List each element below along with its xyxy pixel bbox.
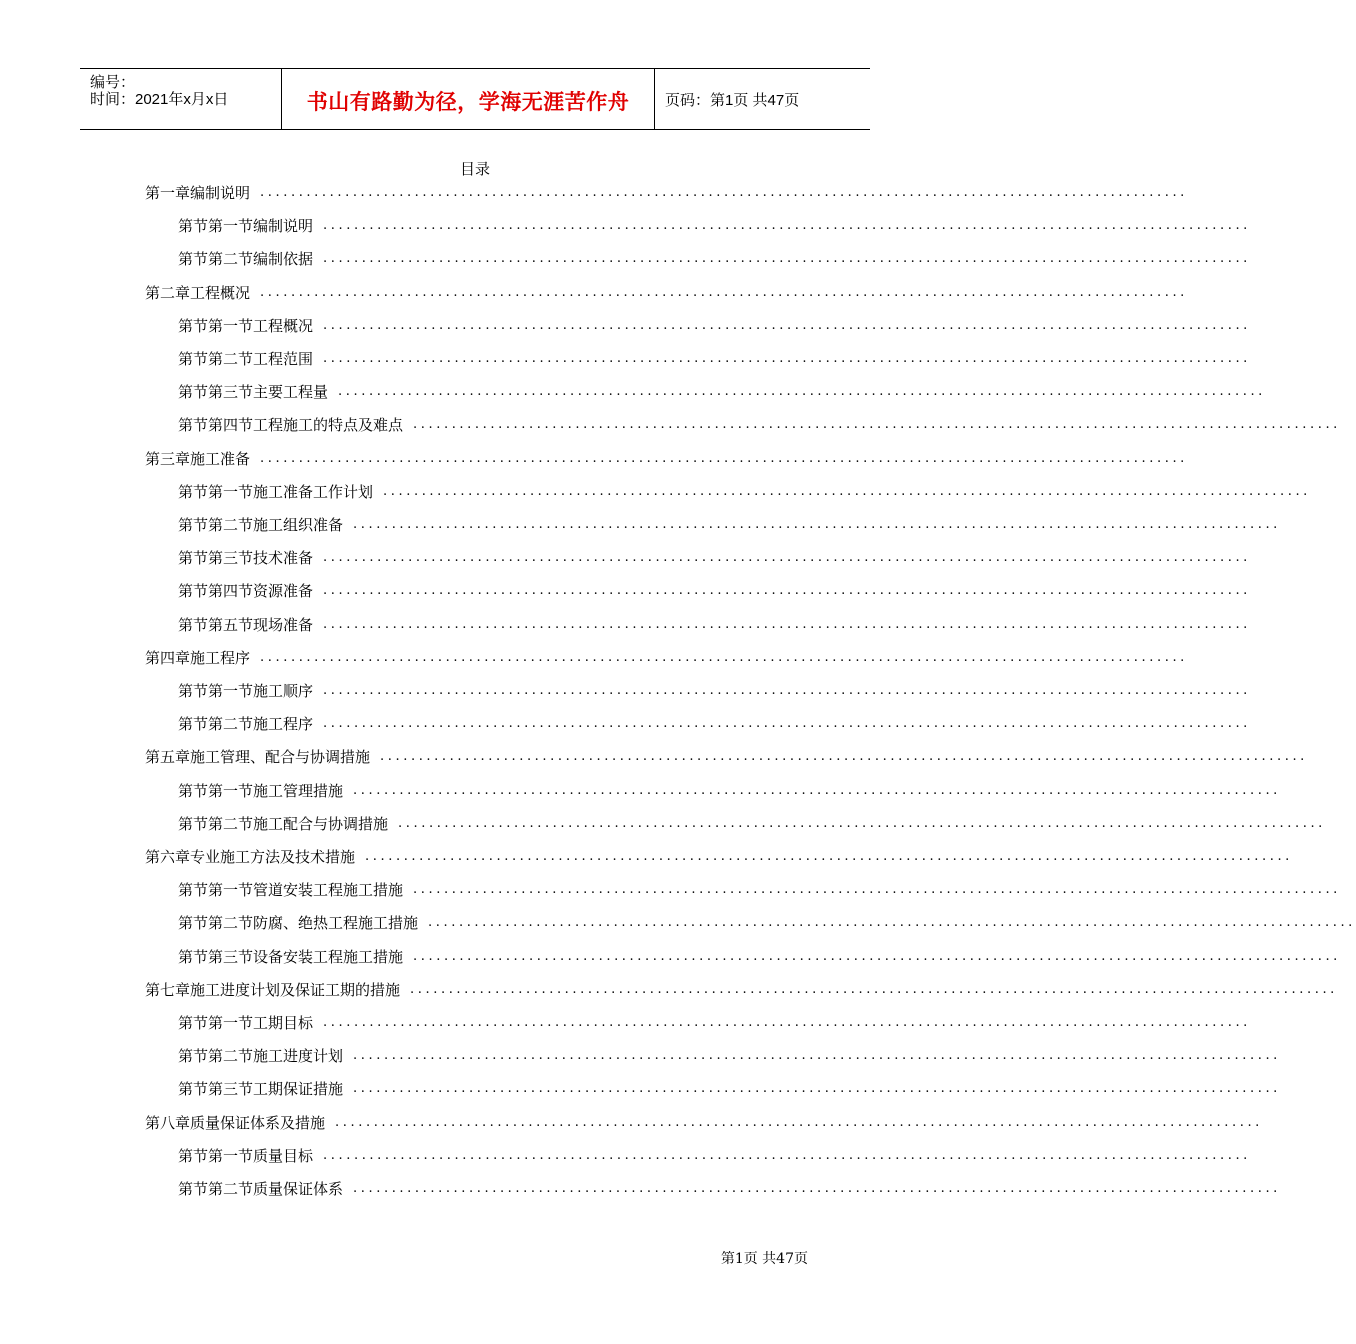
toc-entry-title: 第四节工程施工的特点及难点 (208, 416, 404, 435)
toc-entry-prefix: 第节 (178, 814, 209, 833)
toc-entry-prefix: 第节 (178, 217, 209, 236)
toc-section-entry[interactable] (178, 1139, 1251, 1172)
toc-section-entry[interactable] (178, 674, 1251, 707)
toc-entry-prefix: 第八章 (145, 1113, 191, 1132)
toc-leader-dots: ........................................................................................................................ (323, 616, 1251, 632)
toc-section-entry[interactable] (178, 940, 1341, 973)
toc-leader-dots: ........................................................................................................................ (335, 1114, 1263, 1130)
toc-leader-dots: ........................................................................................................................ (323, 1015, 1251, 1030)
toc-section-entry[interactable] (178, 873, 1341, 906)
toc-entry-title: 第三节设备安装工程施工措施 (208, 947, 404, 966)
toc-entry-prefix: 第五章 (145, 748, 191, 767)
toc-entry-title: 第一节编制说明 (208, 217, 314, 236)
toc-entry-title: 施工程序 (190, 648, 251, 667)
toc-entry-title: 第二节质量保证体系 (208, 1180, 344, 1198)
toc-section-entry[interactable] (178, 242, 1251, 275)
toc-chapter-entry[interactable] (145, 1106, 1263, 1139)
toc-section-entry[interactable] (178, 608, 1251, 641)
header-page-info: 页码：第1页 共47页 (665, 92, 800, 109)
toc-leader-dots: ........................................................................................................................ (428, 915, 1356, 931)
toc-entry-title: 第二节施工配合与协调措施 (208, 814, 389, 833)
toc-entry-title: 第一节管道安装工程施工措施 (208, 881, 404, 900)
toc-leader-dots: ........................................................................................................................ (338, 384, 1266, 400)
toc-section-entry[interactable] (178, 1072, 1281, 1105)
toc-section-entry[interactable] (178, 906, 1356, 939)
toc-section-entry[interactable] (178, 342, 1251, 375)
toc-entry-prefix: 第节 (178, 682, 209, 700)
toc-section-entry[interactable] (178, 309, 1251, 342)
toc-entry-title: 第二节施工组织准备 (208, 516, 344, 534)
toc-entry-title: 专业施工方法及技术措施 (190, 848, 356, 866)
toc-section-entry[interactable] (178, 574, 1251, 607)
toc-entry-prefix: 第二章 (145, 283, 191, 302)
toc-entry-title: 施工进度计划及保证工期的措施 (190, 980, 401, 999)
toc-entry-title: 第三节工期保证措施 (208, 1080, 344, 1099)
page-header (80, 68, 870, 130)
page-footer: 第1页 共47页 (720, 1251, 808, 1267)
toc-entry-title: 施工管理、配合与协调措施 (190, 748, 371, 767)
toc-section-entry[interactable] (178, 774, 1281, 807)
toc-section-entry[interactable] (178, 209, 1251, 242)
toc-section-entry[interactable] (178, 707, 1251, 740)
toc-chapter-entry[interactable] (145, 442, 1188, 475)
toc-leader-dots: ........................................................................................................................ (413, 417, 1341, 433)
toc-entry-title: 编制说明 (190, 184, 251, 202)
toc-entry-prefix: 第节 (178, 482, 209, 501)
toc-leader-dots: ........................................................................................................................ (323, 218, 1251, 234)
toc-entry-prefix: 第节 (178, 947, 209, 966)
toc-entry-prefix: 第节 (178, 781, 209, 800)
toc-section-entry[interactable] (178, 408, 1341, 441)
toc-leader-dots: ........................................................................................................................ (365, 849, 1293, 864)
toc-section-entry[interactable] (178, 1006, 1251, 1039)
toc-entry-title: 第一节质量目标 (208, 1146, 314, 1165)
toc-section-entry[interactable] (178, 807, 1326, 840)
toc-entry-prefix: 第一章 (145, 184, 191, 202)
toc-entry-title: 第三节技术准备 (208, 549, 314, 568)
toc-entry-title: 第四节资源准备 (208, 582, 314, 601)
toc-entry-title: 第一节施工顺序 (208, 682, 314, 700)
header-motto-cell (282, 69, 655, 129)
toc-leader-dots: ........................................................................................................................ (380, 749, 1308, 765)
toc-section-entry[interactable] (178, 375, 1266, 408)
toc-entry-prefix: 第节 (178, 549, 209, 568)
toc-entry-prefix: 第节 (178, 1180, 209, 1198)
toc-leader-dots: ........................................................................................................................ (398, 815, 1326, 831)
toc-entry-title: 第二节施工进度计划 (208, 1047, 344, 1066)
document-time-label: 时间：2021年x月x日 (90, 91, 229, 108)
toc-leader-dots: ........................................................................................................................ (260, 649, 1188, 665)
toc-leader-dots: ........................................................................................................................ (353, 1048, 1281, 1064)
toc-leader-dots: ........................................................................................................................ (323, 317, 1251, 333)
toc-entry-prefix: 第节 (178, 1047, 209, 1066)
toc-title: 目录 (459, 160, 490, 178)
toc-entry-prefix: 第六章 (145, 848, 191, 866)
header-page-cell (655, 69, 870, 129)
toc-section-entry[interactable] (178, 475, 1311, 508)
toc-entry-title: 第一节工程概况 (208, 316, 314, 335)
toc-entry-title: 第五节现场准备 (208, 615, 314, 634)
toc-leader-dots: ........................................................................................................................ (383, 483, 1311, 499)
toc-section-entry[interactable] (178, 1172, 1281, 1205)
toc-leader-dots: ........................................................................................................................ (353, 1181, 1281, 1196)
toc-entry-title: 第二节编制依据 (208, 250, 314, 269)
toc-leader-dots: ........................................................................................................................ (323, 351, 1251, 366)
toc-leader-dots: ........................................................................................................................ (413, 882, 1341, 898)
toc-entry-title: 第一节施工准备工作计划 (208, 482, 374, 501)
header-meta-cell (80, 69, 282, 129)
toc-entry-prefix: 第节 (178, 881, 209, 900)
toc-leader-dots: ........................................................................................................................ (323, 683, 1251, 698)
toc-entry-prefix: 第节 (178, 615, 209, 634)
toc-entry-title: 质量保证体系及措施 (190, 1113, 326, 1132)
toc-chapter-entry[interactable] (145, 641, 1188, 674)
toc-entry-prefix: 第节 (178, 316, 209, 335)
toc-entry-title: 第二节施工程序 (208, 715, 314, 734)
toc-entry-prefix: 第节 (178, 1014, 209, 1032)
toc-entry-prefix: 第三章 (145, 449, 191, 468)
toc-chapter-entry[interactable] (145, 740, 1308, 773)
toc-leader-dots: ........................................................................................................................ (323, 251, 1251, 267)
toc-leader-dots: ........................................................................................................................ (353, 782, 1281, 798)
toc-entry-prefix: 第节 (178, 715, 209, 734)
toc-leader-dots: ........................................................................................................................ (353, 517, 1281, 532)
toc-section-entry[interactable] (178, 1039, 1281, 1072)
toc-entry-title: 第三节主要工程量 (208, 383, 329, 402)
toc-entry-title: 第一节工期目标 (208, 1014, 314, 1032)
toc-entry-title: 第二节工程范围 (208, 350, 314, 368)
toc-leader-dots: ........................................................................................................................ (260, 284, 1188, 300)
toc-entry-prefix: 第节 (178, 350, 209, 368)
toc-entry-prefix: 第节 (178, 1146, 209, 1165)
toc-leader-dots: ........................................................................................................................ (413, 948, 1341, 964)
toc-entry-prefix: 第节 (178, 914, 209, 933)
toc-entry-prefix: 第四章 (145, 648, 191, 667)
document-number-label: 编号： (90, 74, 136, 91)
toc-entry-title: 第二节防腐、绝热工程施工措施 (208, 914, 419, 933)
toc-chapter-entry[interactable] (145, 840, 1293, 873)
toc-leader-dots: ........................................................................................................................ (323, 550, 1251, 566)
toc-section-entry[interactable] (178, 508, 1281, 541)
toc-entry-title: 施工准备 (190, 449, 251, 468)
toc-entry-prefix: 第节 (178, 1080, 209, 1099)
toc-chapter-entry[interactable] (145, 276, 1188, 309)
toc-leader-dots: ........................................................................................................................ (323, 583, 1251, 599)
header-motto: 书山有路勤为径，学海无涯苦作舟 (306, 90, 630, 114)
toc-entry-prefix: 第七章 (145, 980, 191, 999)
toc-leader-dots: ........................................................................................................................ (323, 1147, 1251, 1163)
toc-entry-prefix: 第节 (178, 516, 209, 534)
toc-entry-title: 工程概况 (190, 283, 251, 302)
toc-leader-dots: ........................................................................................................................ (353, 1081, 1281, 1097)
toc-entry-prefix: 第节 (178, 250, 209, 269)
toc-leader-dots: ........................................................................................................................ (260, 450, 1188, 466)
toc-chapter-entry[interactable] (145, 973, 1338, 1006)
toc-leader-dots: ........................................................................................................................ (260, 185, 1188, 200)
toc-chapter-entry[interactable] (145, 176, 1188, 209)
toc-leader-dots: ........................................................................................................................ (410, 981, 1338, 997)
toc-entry-title: 第一节施工管理措施 (208, 781, 344, 800)
toc-leader-dots: ........................................................................................................................ (323, 716, 1251, 732)
toc-entry-prefix: 第节 (178, 582, 209, 601)
toc-entry-prefix: 第节 (178, 416, 209, 435)
toc-section-entry[interactable] (178, 541, 1251, 574)
toc-entry-prefix: 第节 (178, 383, 209, 402)
